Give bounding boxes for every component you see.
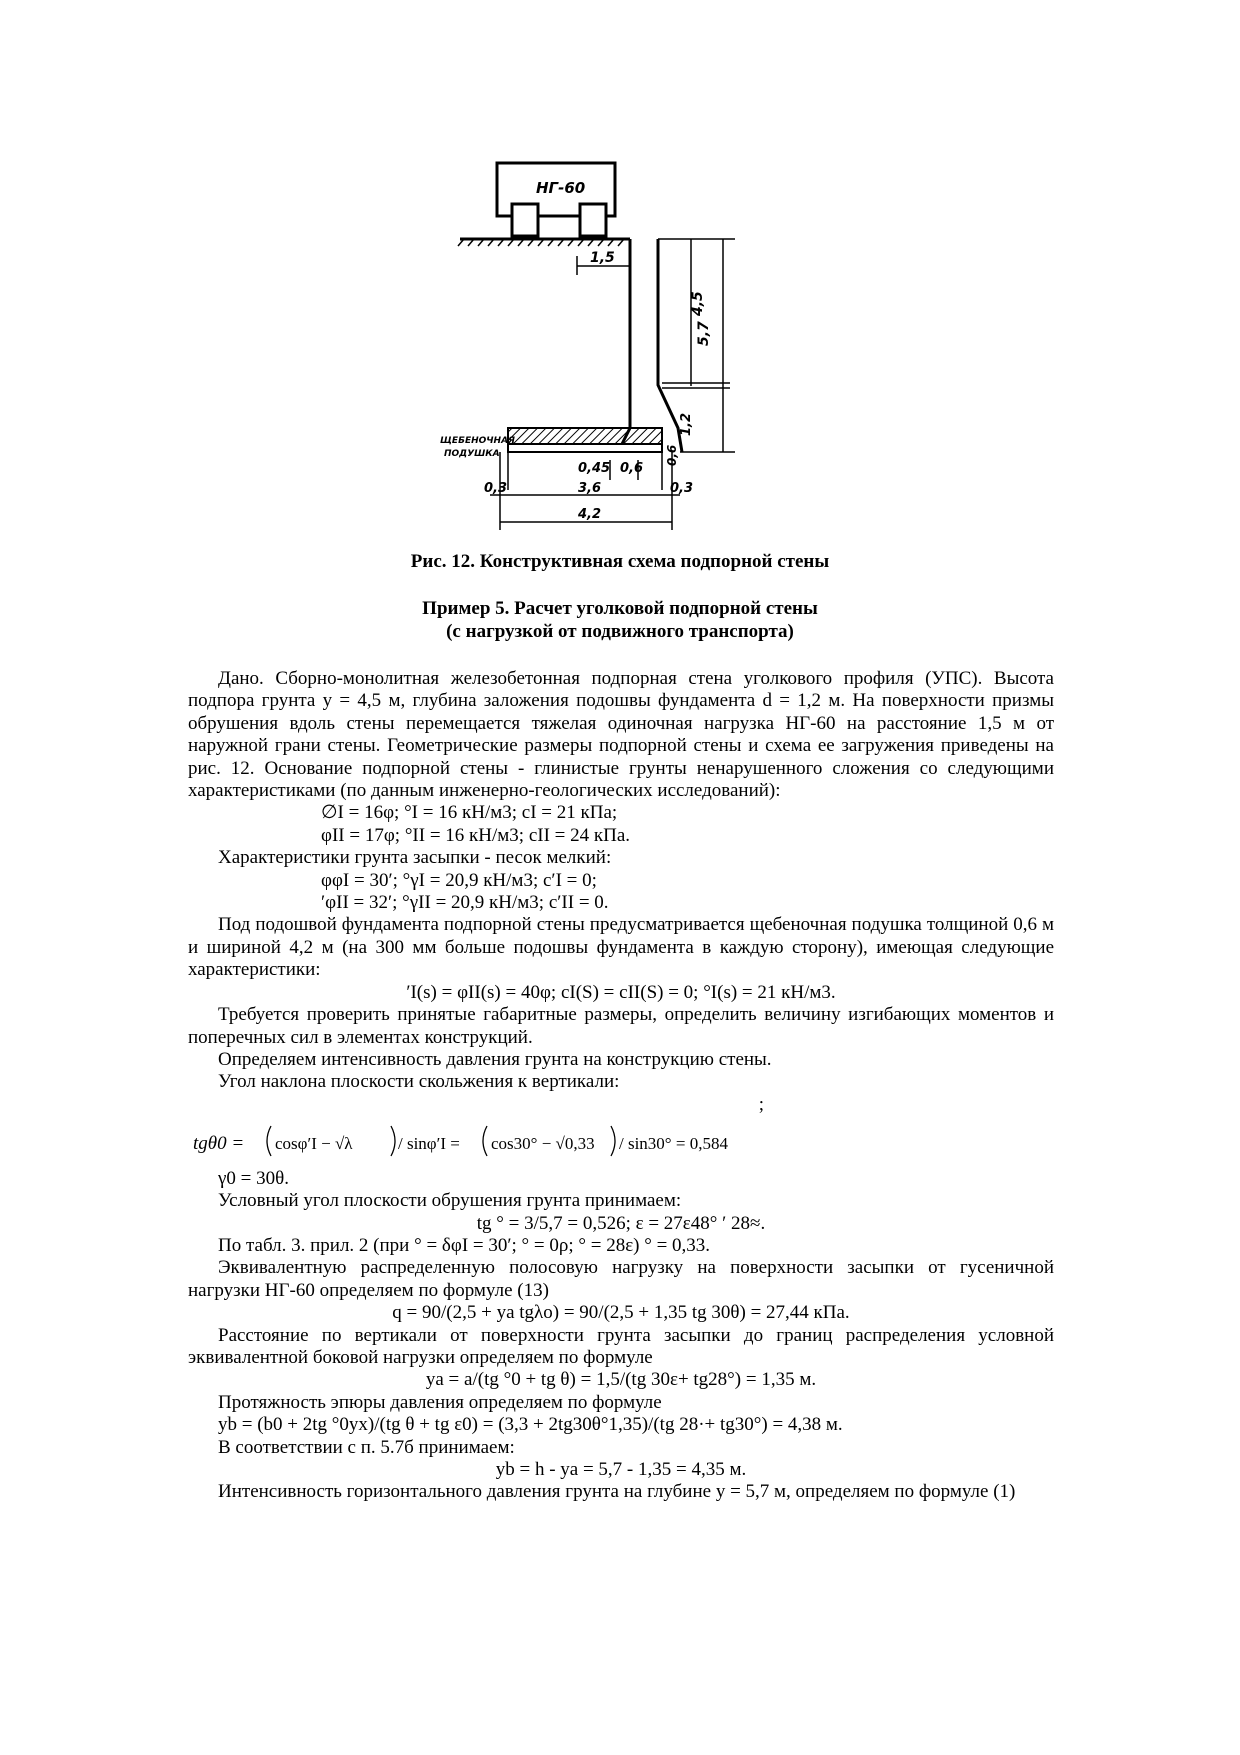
- formula-tg-theta: [191, 1118, 1054, 1164]
- formula-gamma: γ0 = 30θ.: [218, 1167, 289, 1189]
- paragraph-backfill: Характеристики грунта засыпки - песок мелкий:: [218, 847, 612, 869]
- cushion-label-1: ЩЕБЕНОЧНАЯ: [440, 436, 515, 446]
- formula-yb: yb = (b0 + 2tg °0yx)/(tg θ + tg ε0) = (3,3 + 2tg30θ°1,35)/(tg 28·+ tg30°) = 4,38 м.: [218, 1414, 843, 1436]
- paragraph-angle: Угол наклона плоскости скольжения к вертикали:: [218, 1071, 620, 1093]
- cushion-layer: [508, 444, 662, 452]
- formula-tg-rhs: / sin30° = 0,584: [619, 1133, 728, 1153]
- dim-label-0-6b: 0,6: [620, 461, 644, 476]
- formula-soil-base-2: φII = 17φ; °II = 16 кН/м3; cII = 24 кПа.: [321, 824, 631, 846]
- dim-label-4-2: 4,2: [578, 507, 602, 522]
- vehicle-wheel-left: [512, 204, 538, 236]
- dim-label-4-5: 4,5: [690, 291, 706, 316]
- paragraph-equivalent: Эквивалентную распределенную полосовую нагрузку на поверхности засыпки от гусеничной нагрузки НГ-60 определяем по формуле (13): [188, 1257, 1054, 1301]
- formula-soil-base-1: ∅I = 16φ; °I = 16 кН/м3; cI = 21 кПа;: [321, 802, 618, 824]
- paragraph-required: Требуется проверить принятые габаритные размеры, определить величину изгибающих моментов и поперечных сил в элементах конструкций.: [188, 1004, 1054, 1048]
- dim-label-1-5: 1,5: [590, 250, 615, 266]
- formula-tg-mid1: cosφ′I − √λ: [275, 1133, 353, 1153]
- paragraph-extent: Протяжность эпюры давления определяем по формуле: [218, 1391, 662, 1413]
- formula-cushion: ′I(s) = φII(s) = 40φ; cI(S) = cII(S) = 0; °I(s) = 21 кН/м3.: [406, 981, 836, 1003]
- figure-caption: Рис. 12. Конструктивная схема подпорной стены: [410, 551, 830, 572]
- dim-label-3-6: 3,6: [578, 481, 602, 496]
- paragraph-distance: Расстояние по вертикали от поверхности грунта засыпки до границ распределения условной эквивалентной боковой нагрузки определяем по формуле: [188, 1324, 1054, 1368]
- dim-label-0-45: 0,45: [578, 461, 611, 476]
- formula-tg-theta-graphic: [191, 1118, 751, 1164]
- paragraph-cushion: Под подошвой фундамента подпорной стены предусматривается щебеночная подушка толщиной 0,6 м и шириной 4,2 м (на 300 мм больше подошвы фундамента в каждую сторону), имеющая следующие характеристики:: [188, 914, 1054, 981]
- dim-label-0-3-right: 0,3: [670, 481, 694, 496]
- paragraph-intensity: Интенсивность горизонтального давления грунта на глубине y = 5,7 м, определяем по формуле (1): [218, 1481, 1016, 1503]
- dim-label-1-2: 1,2: [679, 412, 694, 436]
- cushion-label-2: ПОДУШКА: [444, 449, 500, 459]
- vehicle-label: НГ-60: [536, 179, 586, 197]
- paragraph-given: Дано. Сборно-монолитная железобетонная подпорная стена уголкового профиля (УПС). Высота подпора грунта y = 4,5 м, глубина заложения подошвы фундамента d = 1,2 м. На поверхности призмы обрушения вдоль стены перемещается тяжелая одиночная нагрузка НГ-60 на расстояние 1,5 м от наружной грани стены. Геометрические размеры подпорной стены и схема ее загружения приведены на рис. 12. Основание подпорной стены - глинистые грунты ненарушенного сложения со следующими характеристиками (по данным инженерно-геологических исследований):: [188, 668, 1054, 802]
- example-title-line2: (с нагрузкой от подвижного транспорта): [446, 621, 794, 642]
- retaining-wall-diagram: [440, 160, 770, 540]
- formula-semicolon: ;: [758, 1093, 764, 1115]
- wall-stem: [618, 239, 682, 452]
- formula-backfill-2: ′φII = 32′; °γII = 20,9 кН/м3; c′II = 0.: [321, 892, 609, 914]
- formula-q: q = 90/(2,5 + ya tgλo) = 90/(2,5 + 1,35 tg 30θ) = 27,44 кПа.: [392, 1302, 850, 1324]
- vehicle-wheel-right: [580, 204, 606, 236]
- document-body: [188, 668, 1054, 1504]
- example-title: [0, 597, 1240, 643]
- retaining-wall-figure: [440, 160, 770, 540]
- paragraph-determine: Определяем интенсивность давления грунта на конструкцию стены.: [218, 1048, 772, 1070]
- paragraph-accordance: В соответствии с п. 5.7б принимаем:: [218, 1436, 515, 1458]
- formula-tg-lhs: tgθ0 =: [193, 1132, 245, 1154]
- formula-tg-epsilon: tg ° = 3/5,7 = 0,526; ε = 27ε48° ′ 28≈.: [476, 1212, 766, 1234]
- paragraph-conditional: Условный угол плоскости обрушения грунта принимаем:: [218, 1190, 682, 1212]
- formula-backfill-1: φφI = 30′; °γI = 20,9 кН/м3; c′I = 0;: [321, 869, 597, 891]
- formula-yb-result: yb = h - ya = 5,7 - 1,35 = 4,35 м.: [495, 1459, 747, 1480]
- paragraph-table: По табл. 3. прил. 2 (при ° = δφI = 30′; ° = 0ρ; ° = 28ε) ° = 0,33.: [218, 1234, 711, 1256]
- example-title-line1: Пример 5. Расчет уголковой подпорной стены: [422, 598, 818, 619]
- dim-label-0-3-left: 0,3: [484, 481, 508, 496]
- dim-label-5-7: 5,7: [696, 321, 712, 346]
- formula-ya: ya = a/(tg °0 + tg θ) = 1,5/(tg 30ε+ tg28°) = 1,35 м.: [425, 1369, 817, 1391]
- footing-slab: [508, 428, 662, 444]
- dim-label-0-6: 0,6: [665, 444, 679, 466]
- formula-tg-mid2: / sinφ′I =: [398, 1133, 460, 1153]
- formula-tg-mid3: cos30° − √0,33: [491, 1133, 595, 1153]
